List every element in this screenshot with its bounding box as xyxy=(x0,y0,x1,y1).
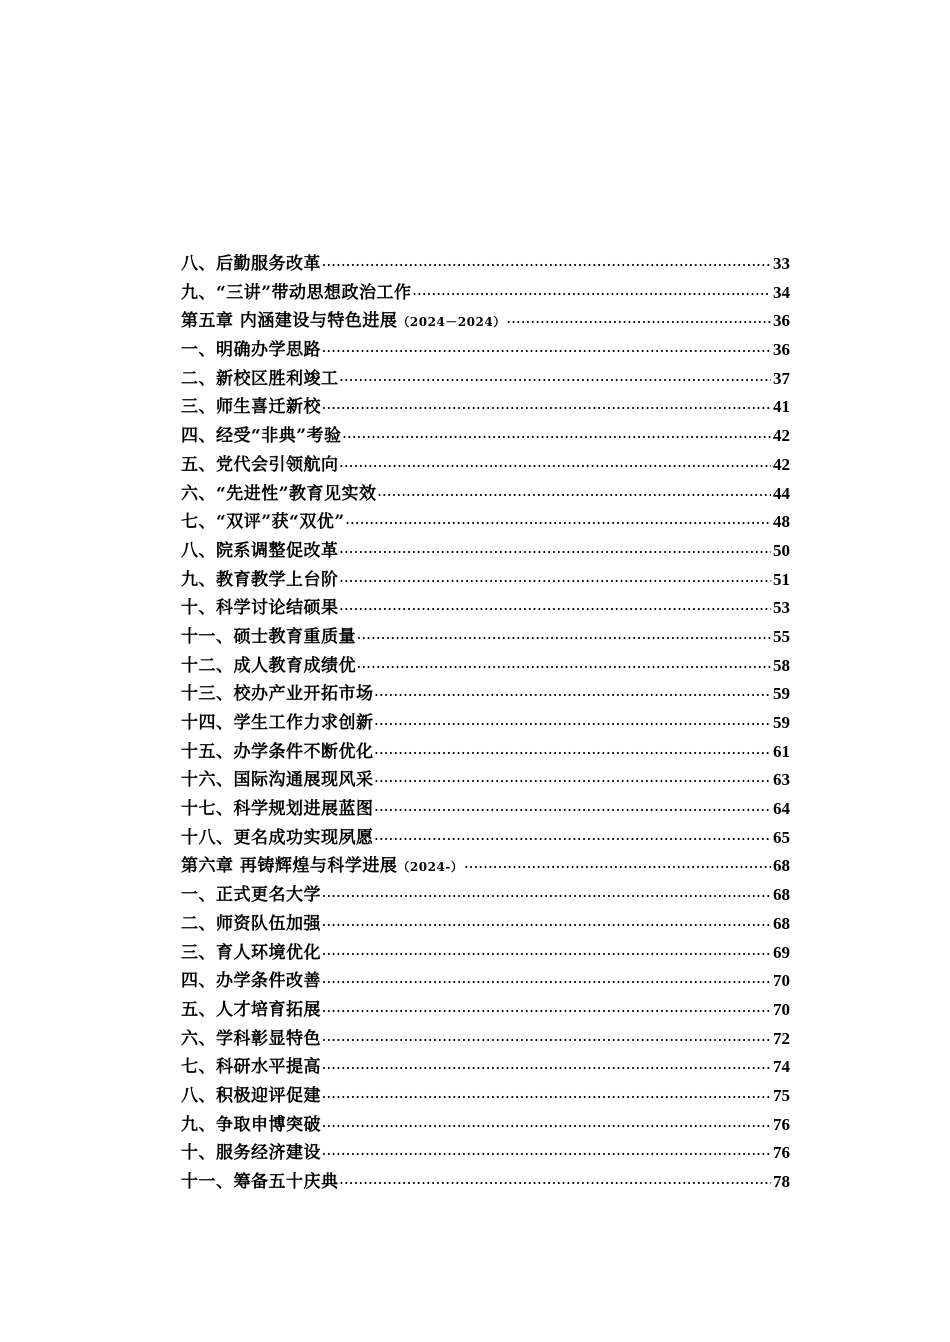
toc-entry[interactable] xyxy=(181,910,790,939)
toc-entry-title-text: 十、科学讨论结硕果 xyxy=(181,598,339,619)
toc-entry-title xyxy=(181,996,321,1025)
toc-entry-title-text: 四、经受“非典”考验 xyxy=(181,426,342,447)
toc-entry[interactable] xyxy=(181,422,790,451)
toc-entry-title xyxy=(181,1111,321,1140)
toc-entry-page-number: 69 xyxy=(773,942,790,962)
toc-entry-page-number: 34 xyxy=(773,282,790,302)
toc-entry-title xyxy=(181,852,463,882)
toc-entry-page-number: 68 xyxy=(773,885,790,905)
toc-leader-dots xyxy=(378,482,771,511)
toc-leader-dots xyxy=(322,338,771,367)
toc-entry-title-text: 十四、学生工作力求创新 xyxy=(181,713,374,733)
toc-entry-title xyxy=(181,307,506,337)
toc-entry-page-number: 76 xyxy=(773,1143,790,1163)
toc-entry[interactable] xyxy=(181,1168,790,1197)
toc-entry-title xyxy=(181,1053,321,1082)
toc-entry-title xyxy=(181,967,321,996)
toc-entry[interactable] xyxy=(181,336,790,365)
toc-entry[interactable] xyxy=(181,393,790,422)
toc-entry-title-text: 十一、筹备五十庆典 xyxy=(181,1172,339,1192)
toc-leader-dots xyxy=(322,969,771,998)
toc-entry[interactable] xyxy=(181,566,790,595)
toc-entry-years: （2024－2024） xyxy=(397,315,506,330)
toc-entry[interactable] xyxy=(181,996,790,1025)
toc-entry-title xyxy=(181,1168,339,1197)
toc-entry-title-text: 十三、校办产业开拓市场 xyxy=(181,684,374,705)
toc-entry-page-number: 44 xyxy=(773,483,790,503)
toc-leader-dots xyxy=(322,395,771,424)
toc-entry-page-number: 55 xyxy=(773,626,790,646)
toc-entry-page-number: 42 xyxy=(773,426,790,446)
toc-entry-title-text: 十二、成人教育成绩优 xyxy=(181,655,356,676)
toc-entry-title xyxy=(181,566,339,595)
toc-entry-page-number: 68 xyxy=(773,913,790,933)
toc-leader-dots xyxy=(322,1113,771,1142)
toc-entry[interactable] xyxy=(181,594,790,623)
toc-entry-page-number: 59 xyxy=(773,713,790,732)
toc-entry-page-number: 59 xyxy=(773,684,790,704)
toc-leader-dots xyxy=(375,740,772,769)
toc-leader-dots xyxy=(322,912,771,941)
toc-entry-title xyxy=(181,795,374,824)
toc-leader-dots xyxy=(375,711,772,740)
toc-entry[interactable] xyxy=(181,967,790,996)
toc-entry-title xyxy=(181,680,374,709)
toc-entry-title xyxy=(181,1025,321,1054)
toc-entry-title xyxy=(181,910,321,939)
toc-entry-page-number: 78 xyxy=(773,1172,790,1191)
toc-leader-dots xyxy=(322,941,771,970)
toc-entry-title xyxy=(181,393,321,422)
toc-entry-page-number: 70 xyxy=(773,999,790,1019)
toc-leader-dots xyxy=(322,1055,771,1084)
toc-entry-title-text: 三、师生喜迁新校 xyxy=(181,397,321,418)
toc-leader-dots xyxy=(322,1027,771,1056)
toc-entry[interactable] xyxy=(181,1025,790,1054)
toc-leader-dots xyxy=(343,424,771,453)
toc-entry[interactable] xyxy=(181,852,790,881)
toc-entry-title xyxy=(181,709,374,738)
toc-entry[interactable] xyxy=(181,766,790,795)
toc-entry-page-number: 76 xyxy=(773,1114,790,1134)
toc-entry-title-text: 十六、国际沟通展现风采 xyxy=(181,770,374,791)
toc-entry[interactable] xyxy=(181,480,790,509)
toc-entry-title xyxy=(181,738,374,767)
toc-entry-title xyxy=(181,1082,321,1111)
toc-leader-dots xyxy=(340,1170,772,1199)
toc-entry-title-text: 第六章 再铸辉煌与科学进展 xyxy=(181,856,398,877)
toc-leader-dots xyxy=(340,367,772,396)
toc-entry[interactable] xyxy=(181,623,790,652)
toc-entry-page-number: 72 xyxy=(773,1028,790,1048)
toc-entry-title-text: 六、学科彰显特色 xyxy=(181,1028,321,1049)
toc-entry-title-text: 九、教育教学上台阶 xyxy=(181,569,339,590)
toc-entry-page-number: 70 xyxy=(773,971,790,991)
toc-leader-dots xyxy=(375,682,772,711)
toc-entry[interactable] xyxy=(181,795,790,824)
toc-entry-page-number: 64 xyxy=(773,799,790,819)
toc-entry-page-number: 65 xyxy=(773,827,790,847)
toc-entry-title-text: 九、争取申博突破 xyxy=(181,1114,321,1135)
toc-entry-title xyxy=(181,652,356,681)
toc-leader-dots xyxy=(340,453,772,482)
toc-entry-title-text: 一、明确办学思路 xyxy=(181,340,321,361)
toc-entry-page-number: 53 xyxy=(773,598,790,618)
toc-entry-page-number: 42 xyxy=(773,454,790,474)
toc-entry-page-number: 74 xyxy=(773,1057,790,1077)
toc-entry-title xyxy=(181,939,321,968)
toc-entry[interactable] xyxy=(181,279,790,308)
toc-entry-page-number: 33 xyxy=(773,254,790,273)
toc-entry-page-number: 48 xyxy=(773,512,790,532)
toc-entry-title-text: 二、新校区胜利竣工 xyxy=(181,368,339,389)
toc-entry-title-text: 九、“三讲”带动思想政治工作 xyxy=(181,282,412,303)
toc-entry-title xyxy=(181,451,339,480)
toc-entry[interactable] xyxy=(181,1139,790,1168)
toc-entry-title xyxy=(181,623,356,652)
toc-leader-dots xyxy=(322,252,771,281)
toc-entry[interactable] xyxy=(181,451,790,480)
toc-entry-title-text: 五、党代会引领航向 xyxy=(181,454,339,475)
toc-entry-title xyxy=(181,508,345,537)
toc-leader-dots xyxy=(322,1084,771,1113)
toc-entry[interactable] xyxy=(181,250,790,279)
toc-entry[interactable] xyxy=(181,709,790,738)
toc-entry-title xyxy=(181,480,377,509)
toc-entry-title-text: 八、后勤服务改革 xyxy=(181,254,321,274)
toc-leader-dots xyxy=(413,281,771,310)
toc-leader-dots xyxy=(375,797,772,826)
toc-leader-dots xyxy=(340,568,772,597)
toc-entry-title xyxy=(181,824,374,853)
toc-entry-page-number: 50 xyxy=(773,540,790,560)
toc-entry[interactable] xyxy=(181,1082,790,1111)
toc-entry[interactable] xyxy=(181,508,790,537)
toc-entry[interactable] xyxy=(181,1053,790,1082)
toc-leader-dots xyxy=(322,998,771,1027)
toc-entry-page-number: 51 xyxy=(773,569,790,589)
toc-entry[interactable] xyxy=(181,365,790,394)
toc-entry[interactable] xyxy=(181,307,790,336)
toc-entry-title xyxy=(181,1139,321,1168)
toc-entry-title-text: 八、积极迎评促建 xyxy=(181,1085,321,1106)
toc-leader-dots xyxy=(375,826,772,855)
table-of-contents xyxy=(181,250,790,1197)
toc-entry-title xyxy=(181,594,339,623)
toc-leader-dots xyxy=(357,625,771,654)
toc-entry-title xyxy=(181,365,339,394)
toc-leader-dots xyxy=(507,309,771,338)
toc-entry-page-number: 58 xyxy=(773,655,790,675)
toc-entry-title-text: 十八、更名成功实现夙愿 xyxy=(181,827,374,848)
toc-entry-page-number: 68 xyxy=(773,856,790,876)
toc-entry[interactable] xyxy=(181,537,790,566)
toc-entry-title xyxy=(181,537,339,566)
toc-entry-page-number: 41 xyxy=(773,397,790,417)
toc-entry-title-text: 十、服务经济建设 xyxy=(181,1143,321,1164)
toc-entry-title xyxy=(181,279,412,308)
toc-entry[interactable] xyxy=(181,881,790,910)
toc-entry-page-number: 75 xyxy=(773,1085,790,1105)
toc-entry-title xyxy=(181,422,342,451)
toc-entry-title xyxy=(181,336,321,365)
toc-entry-title xyxy=(181,250,321,279)
toc-entry-page-number: 36 xyxy=(773,340,790,360)
toc-entry-title-text: 十一、硕士教育重质量 xyxy=(181,626,356,647)
toc-leader-dots xyxy=(340,539,772,568)
toc-entry-title-text: 六、“先进性”教育见实效 xyxy=(181,483,377,504)
toc-entry[interactable] xyxy=(181,680,790,709)
toc-entry-page-number: 63 xyxy=(773,770,790,790)
toc-entry-title-text: 八、院系调整促改革 xyxy=(181,540,339,561)
toc-entry-title-text: 一、正式更名大学 xyxy=(181,885,321,906)
toc-leader-dots xyxy=(357,654,771,683)
toc-entry[interactable] xyxy=(181,1111,790,1140)
toc-entry-title-text: 五、人才培育拓展 xyxy=(181,999,321,1020)
toc-leader-dots xyxy=(322,1141,771,1170)
toc-leader-dots xyxy=(375,768,772,797)
toc-leader-dots xyxy=(340,596,772,625)
toc-leader-dots xyxy=(346,510,771,539)
toc-entry-title xyxy=(181,881,321,910)
toc-leader-dots xyxy=(322,883,771,912)
toc-entry[interactable] xyxy=(181,652,790,681)
toc-entry[interactable] xyxy=(181,939,790,968)
toc-entry-title-text: 四、办学条件改善 xyxy=(181,971,321,992)
toc-entry-title-text: 第五章 内涵建设与特色进展 xyxy=(181,311,398,332)
toc-entry[interactable] xyxy=(181,824,790,853)
toc-entry-title-text: 二、师资队伍加强 xyxy=(181,913,321,934)
toc-entry-title-text: 七、科研水平提高 xyxy=(181,1057,321,1078)
toc-entry-page-number: 36 xyxy=(773,311,790,331)
toc-entry[interactable] xyxy=(181,738,790,767)
toc-entry-title xyxy=(181,766,374,795)
toc-entry-title-text: 十七、科学规划进展蓝图 xyxy=(181,799,374,820)
toc-entry-title-text: 十五、办学条件不断优化 xyxy=(181,741,374,762)
toc-entry-title-text: 七、“双评”获“双优” xyxy=(181,512,345,533)
toc-entry-page-number: 61 xyxy=(773,741,790,761)
toc-leader-dots xyxy=(464,854,771,883)
toc-entry-years: （2024-） xyxy=(397,860,464,875)
toc-entry-page-number: 37 xyxy=(773,368,790,388)
toc-entry-title-text: 三、育人环境优化 xyxy=(181,942,321,963)
